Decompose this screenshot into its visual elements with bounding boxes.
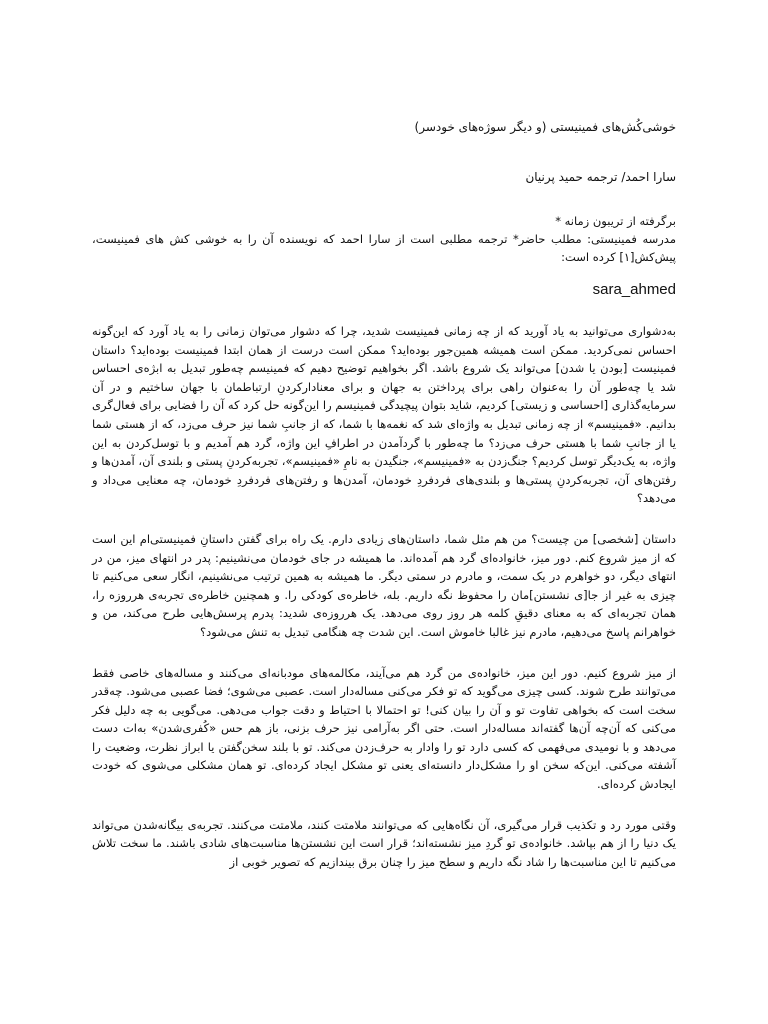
author-handle: sara_ahmed — [592, 281, 676, 298]
source-block — [92, 212, 676, 266]
body-paragraph: داستان [شخصی] من چیست؟ من هم مثل شما، داستان‌های زیادی دارم. یک راه برای گفتن داستانِ فمینیستی‌ام این است که از میز شروع کنم. دور میز، خانواده‌ای گرد هم آمده‌اند. ما همیشه در جای خودمان می‌نشینیم: پدر در انتهای میز، من در انتهای دیگر، دو خواهرم در یک سمت، و مادرم در سمتی دیگر. ما همیشه به همین ترتیب می‌نشینیم، انگار سعی می‌کنیم تا چیزی به غیر از جا[ی نشستن]مان را محفوظ نگه داریم. بله، خاطره‌ی کودکی را. و همچنین خاطره‌ی تجربه‌ی هرروزه را، همان تجربه‌ای که به معنای دقیقِ کلمه هر روز روی می‌دهد. یک هرروزه‌ی شدید: پدرم پرسش‌هایی طرح می‌کند، من و خواهرانم پاسخ می‌دهیم، مادرم نیز غالبا خاموش است. این شدت چه هنگامی تبدیل به تنش می‌شود؟ — [92, 531, 676, 639]
intro-line: مدرسه فمینیستی: مطلب حاضر* ترجمه مطلبی است از سارا احمد که نویسنده آن را به خوشی کش های فمینیست، پیش‌کش[۱] کرده است: — [92, 232, 676, 264]
author-line: سارا احمد/ ترجمه حمید پرنیان — [525, 170, 676, 184]
source-line: برگرفته از تریبون زمانه * — [555, 214, 676, 228]
article-title: خوشی‌کُش‌های فمینیستی (و دیگر سوژه‌های خودسر) — [414, 120, 676, 134]
body-paragraph: به‌دشواری می‌توانید به یاد آورید که از چه زمانی فمینیست شدید، چرا که دشوار می‌توان زمانی را به یاد آورد که این‌گونه احساس نمی‌کردید. ممکن است همیشه همین‌جور بوده‌اید؟ ممکن است درست از همان ابتدا فمینیست بوده‌اید؟ داستان فمینیست [بودن یا شدن] می‌تواند یک شروع باشد. اگر بخواهیم توضیح دهیم که فمینیسم چه‌طور تبدیل به ابژه‌ی احساس شد یا چه‌طور آن را به‌عنوان راهی برای پرداختن به جهان و برای معنادارکردنِ ارتباطمان با جهان ساختیم و در آن سرمایه‌گذاری [احساسی و زیستی] کردیم، شاید بتوان پیچیدگی فمینیسم را این‌گونه حل کرد که آن را فضایی برای فعال‌گری بدانیم. «فمینیسم» از چه زمانی تبدیل به واژه‌ای شد که نغمه‌ها با شما، که از جانبِ شما نیز حرف می‌زد، که از هستی شما یا از جانبِ شما با هستی حرف می‌زد؟ ما چه‌طور با گردآمدن در اطرافِ این واژه، گرد هم آمدیم و با توسل‌کردن به این واژه، به یک‌دیگر توسل کردیم؟ جنگ‌زدن به «فمینیسم»، جنگیدن به نامِ «فمینیسم»، تجربه‌کردنِ پستی و بلندی آن، آمدن‌ها و رفتن‌های آن، تجربه‌کردنِ پستی‌ها و بلندی‌های فردفردِ خودمان، آمدن‌ها و رفتن‌های فردفردِ خودمان، چه معنایی می‌داد و می‌دهد؟ — [92, 324, 676, 506]
body-paragraph: وقتی مورد رد و تکذیب قرار می‌گیری، آن نگاه‌هایی که می‌توانند ملامتت کنند، ملامتت می‌کنند. تجربه‌ی بیگانه‌شدن می‌تواند یک دنیا را از هم بپاشد. خانواده‌ی تو گردِ میز نشسته‌اند؛ قرار است این نشستن‌ها مناسبت‌های شادی باشند. ما سخت تلاش می‌کنیم تا این مناسبت‌ها را شاد نگه داریم و سطح میز را چنان برق بیندازیم که تصویر خوبی از — [92, 817, 676, 869]
body-paragraph: از میز شروع کنیم. دور این میز، خانواده‌ی من گرد هم می‌آیند، مکالمه‌های مودبانه‌ای می‌کنند و مساله‌های خاصی فقط می‌توانند طرح شوند. کسی چیزی می‌گوید که تو فکر می‌کنی مساله‌دار است. عصبی می‌شوی؛ فضا عصبی می‌شود. چه‌قدر سخت است که بخواهی تفاوت تو و آن را بیان کنی! تو احتمالا با احتیاط و دقت جواب می‌دهی. می‌گویی به چه دلیل فکر می‌کنی که آن‌چه آن‌ها گفته‌اند مساله‌دار است. حتی اگر به‌آرامی نیز حرف بزنی، باز هم حس «کُفری‌شدن» به‌ات دست می‌دهد و با نومیدی می‌فهمی که کسی دارد تو را وادار به حرف‌زدن می‌کند. تو با بلند سخن‌گفتن یا ابراز نظرت، وضعیت را آشفته می‌کنی. این‌که سخن او را مشکل‌دار دانسته‌ای یعنی تو مشکل ایجاد کرده‌ای. تو همان مشکلی می‌شوی که خودت ایجادش کرده‌ای. — [92, 665, 676, 792]
